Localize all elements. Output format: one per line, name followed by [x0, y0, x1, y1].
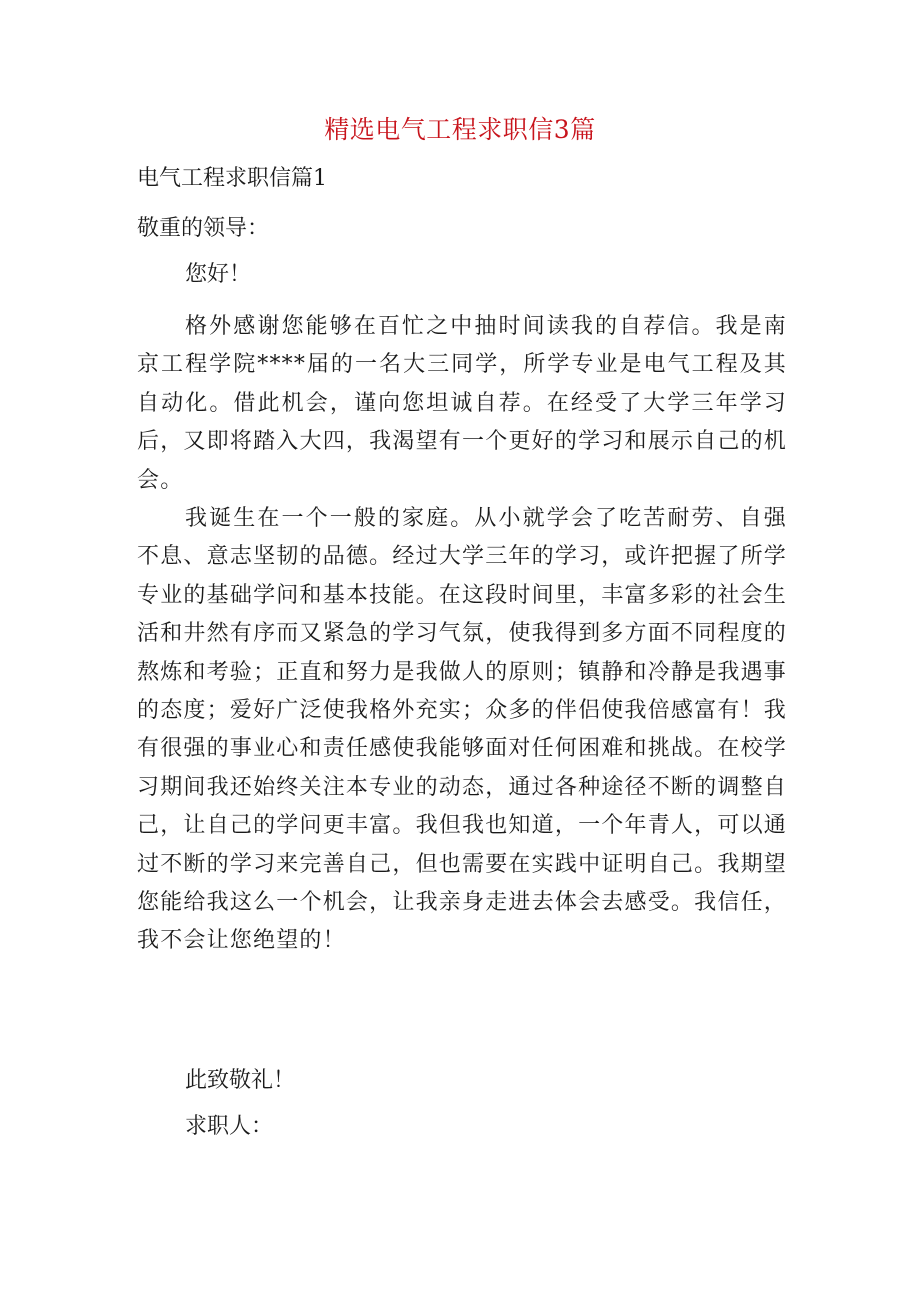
document-title: 精选电气工程求职信3篇 — [324, 115, 596, 144]
section-heading: 电气工程求职信篇1 — [137, 166, 327, 191]
body-paragraph-1: 格外感谢您能够在百忙之中抽时间读我的自荐信。我是南京工程学院****届的一名大三同学，所学专业是电气工程及其自动化。借此机会，谨向您坦诚自荐。在经受了大学三年学习后，又即将踏入大四，我渴望有一个更好的学习和展示自己的机会。 — [137, 314, 787, 493]
greeting: 您好！ — [185, 262, 252, 287]
signature-label: 求职人： — [185, 1114, 274, 1139]
closing-line: 此致敬礼！ — [185, 1068, 296, 1093]
salutation: 敬重的领导： — [137, 216, 270, 241]
body-paragraph-2: 我诞生在一个一般的家庭。从小就学会了吃苦耐劳、自强不息、意志坚韧的品德。经过大学三年的学习，或许把握了所学专业的基础学问和基本技能。在这段时间里，丰富多彩的社会生活和井然有序而又紧急的学习气氛，使我得到多方面不同程度的熬炼和考验；正直和努力是我做人的原则；镇静和冷静是我遇事的态度；爱好广泛使我格外充实；众多的伴侣使我倍感富有！我有很强的事业心和责任感使我能够面对任何困难和挑战。在校学习期间我还始终关注本专业的动态，通过各种途径不断的调整自己，让自己的学问更丰富。我但我也知道，一个年青人，可以通过不断的学习来完善自己，但也需要在实践中证明自己。我期望您能给我这么一个机会，让我亲身走进去体会去感受。我信任，我不会让您绝望的！ — [137, 506, 787, 954]
